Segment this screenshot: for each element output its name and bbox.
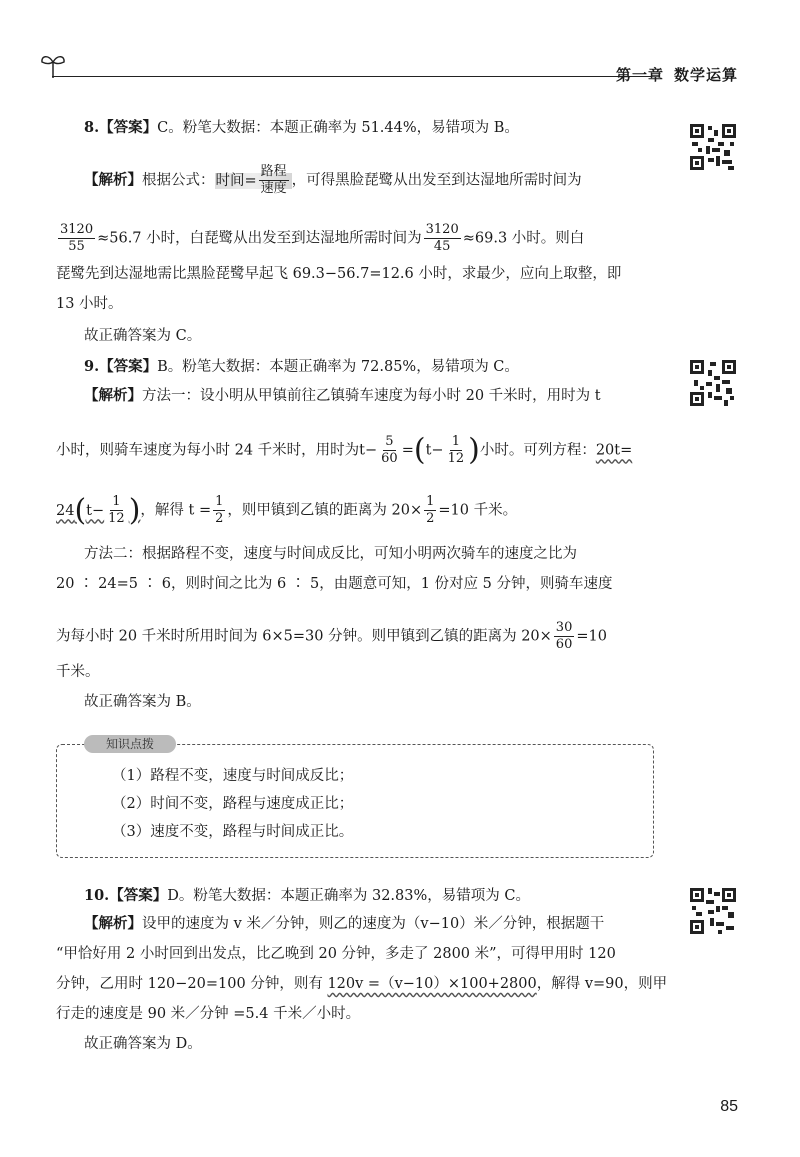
frac-den: 12 <box>108 511 125 526</box>
paren: ) <box>468 432 480 468</box>
formula-num: 路程 <box>260 164 287 179</box>
fraction <box>424 222 461 255</box>
q9-text: 小时。可列方程： <box>479 442 596 459</box>
q10-answer <box>84 886 530 906</box>
q10-analysis-line1 <box>84 914 604 934</box>
q9-text: =10 千米。 <box>438 502 518 519</box>
q10-analysis-line3 <box>56 974 667 994</box>
note-item: （3）速度不变，路程与时间成正比。 <box>112 824 354 840</box>
frac-den: 60 <box>555 637 573 652</box>
q9-method2-line4: 千米。 <box>56 664 100 680</box>
q9-math: t− <box>86 502 105 519</box>
frac-num: 1 <box>451 434 460 449</box>
frac-num: 3120 <box>60 222 94 237</box>
frac-num: 5 <box>385 434 394 449</box>
frac-num: 1 <box>112 494 121 509</box>
fraction <box>424 494 436 527</box>
q8-analysis-line1 <box>84 164 582 197</box>
frac-den: 2 <box>426 511 435 526</box>
q9-equation-continued <box>56 492 141 528</box>
paren: ( <box>74 492 87 528</box>
q9-method2-line1: 方法二：根据路程不变，速度与时间成反比，可知小明两次骑车的速度之比为 <box>84 546 577 562</box>
q10-label: 10.【答案】 <box>84 887 168 904</box>
q8-conclusion: 故正确答案为 C。 <box>84 328 202 344</box>
chapter-label: 第一章 <box>615 66 664 84</box>
q9-math: t− <box>425 442 444 459</box>
q9-text: 小时，则骑车速度为每小时 24 千米时，用时为 <box>56 442 360 459</box>
q10-text: 设甲的速度为 v 米／分钟，则乙的速度为（v−10）米／分钟，根据题干 <box>142 916 605 932</box>
q9-answer <box>84 357 519 377</box>
q9-conclusion: 故正确答案为 B。 <box>84 694 201 710</box>
formula-left: 时间= <box>215 172 257 189</box>
chapter-title: 数学运算 <box>673 66 738 84</box>
q8-text: ，可得黑脸琵鹭从出发至到达湿地所需时间为 <box>291 172 582 189</box>
formula-fraction <box>259 164 289 197</box>
formula-den: 速度 <box>260 181 287 196</box>
qr-code-icon <box>688 358 738 408</box>
qr-code-icon <box>688 122 738 172</box>
q8-analysis-line3: 琵鹭先到达湿地需比黑脸琵鹭早起飞 69.3−56.7=12.6 小时，求最少，应向上取整，即 <box>56 266 622 282</box>
note-item: （2）时间不变，路程与速度成正比； <box>112 796 354 812</box>
frac-den: 55 <box>68 239 85 254</box>
page-number: 85 <box>720 1098 738 1115</box>
q8-label: 8.【答案】 <box>84 119 158 136</box>
q10-conclusion: 故正确答案为 D。 <box>84 1036 202 1052</box>
q9-analysis-line2 <box>56 434 632 467</box>
q10-analysis-label: 【解析】 <box>84 915 142 932</box>
note-tag: 知识点拨 <box>84 735 176 753</box>
qr-code-icon <box>688 886 738 936</box>
q8-text: ≈56.7 小时，白琵鹭从出发至到达湿地所需时间为 <box>97 230 422 247</box>
q8-analysis-label: 【解析】 <box>84 171 142 189</box>
frac-den: 60 <box>381 451 398 466</box>
q9-label: 9.【答案】 <box>84 358 158 375</box>
q9-method2-line2: 20 ∶ 24=5 ∶ 6，则时间之比为 6 ∶ 5，由题意可知，1 份对应 5 分钟，则骑车速度 <box>56 576 613 592</box>
q9-analysis-label: 【解析】 <box>84 387 142 404</box>
note-item: （1）路程不变，速度与时间成反比； <box>112 768 354 784</box>
header-rule <box>52 76 652 77</box>
q8-formula <box>215 164 292 196</box>
fraction <box>213 494 225 527</box>
frac-num: 1 <box>215 494 224 509</box>
q8-analysis-line2 <box>56 222 584 255</box>
q10-text: ，解得 v=90，则甲 <box>536 976 668 992</box>
fraction <box>106 494 127 527</box>
q9-text: ，解得 t = <box>140 502 212 519</box>
fraction <box>58 222 95 255</box>
frac-den: 45 <box>433 239 451 254</box>
q10-answer-text: D。粉笔大数据：本题正确率为 32.83%，易错项为 C。 <box>167 888 530 904</box>
q9-math: = <box>401 442 414 459</box>
q10-equation-underlined: 120v =（v−10）×100+2800 <box>327 976 537 992</box>
q9-text: 为每小时 20 千米时所用时间为 6×5=30 分钟。则甲镇到乙镇的距离为 20× <box>56 628 552 645</box>
q9-math: t− <box>359 442 378 459</box>
paren: ( <box>413 432 426 468</box>
q9-answer-text: B。粉笔大数据：本题正确率为 72.85%，易错项为 C。 <box>157 359 519 375</box>
paren: ) <box>128 492 141 528</box>
q8-answer-text: C。粉笔大数据：本题正确率为 51.44%，易错项为 B。 <box>157 120 519 136</box>
fraction <box>554 620 575 653</box>
q10-analysis-line4: 行走的速度是 90 米／分钟 =5.4 千米／小时。 <box>56 1006 361 1022</box>
q8-analysis-line4: 13 小时。 <box>56 296 123 312</box>
q10-analysis-line2: “甲恰好用 2 小时回到出发点，比乙晚到 20 分钟，多走了 2800 米”，可得甲用时 120 <box>56 946 616 962</box>
q8-answer <box>84 118 519 138</box>
q9-equation-underlined: 20t= <box>595 442 633 459</box>
q8-text: ≈69.3 小时。则白 <box>462 230 585 247</box>
q9-method2-line3 <box>56 620 607 653</box>
frac-num: 1 <box>426 494 435 509</box>
q9-math: 24 <box>56 502 75 519</box>
chapter-header <box>606 64 738 85</box>
q9-text: ，则甲镇到乙镇的距离为 20× <box>227 502 423 519</box>
frac-den: 12 <box>447 451 465 466</box>
q9-text: 方法一：设小明从甲镇前往乙镇骑车速度为每小时 20 千米时，用时为 t <box>142 388 601 404</box>
fraction <box>446 434 467 467</box>
q9-analysis-line1 <box>84 386 601 406</box>
q10-text: 分钟，乙用时 120−20=100 分钟，则有 <box>56 976 328 992</box>
q9-text: =10 <box>576 628 607 645</box>
frac-num: 3120 <box>425 222 459 237</box>
q8-text: 根据公式： <box>142 172 215 189</box>
fraction <box>379 434 400 467</box>
q9-analysis-line3 <box>56 494 517 527</box>
frac-den: 2 <box>215 511 224 526</box>
frac-num: 30 <box>555 620 573 635</box>
